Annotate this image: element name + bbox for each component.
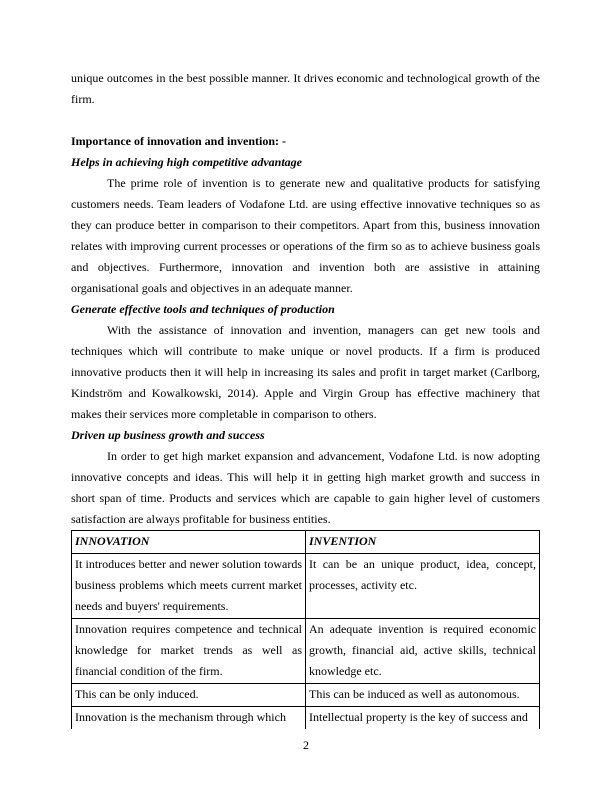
paragraph-tools-techniques: With the assistance of innovation and invention, managers can get new tools and techniques which will contribute to make unique or novel products. If a firm is produced innovative products then it will help in increasing its sales and profit in target market (Carlborg, Kindström and Kowalkowski, 2014). Apple and Virgin Group has effective machinery that makes their services more completable in comparison to others. bbox=[71, 323, 540, 421]
table-cell: Innovation requires competence and technical knowledge for market trends as well as financial condition of the firm. bbox=[72, 619, 306, 684]
table-row-continued bbox=[72, 707, 540, 730]
section-heading: Importance of innovation and invention: - bbox=[71, 134, 287, 148]
paragraph-competitive-advantage: The prime role of invention is to generate new and qualitative products for satisfying customers needs. Team leaders of Vodafone Ltd. are using effective innovative techniques so as they can produce better in comparison to their competitors. Apart from this, business innovation relates with improving current processes or operations of the firm so as to achieve business goals and objectives. Furthermore, innovation and invention both are assistive in attaining organisational goals and objectives in an adequate manner. bbox=[71, 176, 540, 295]
table-header-row bbox=[72, 531, 540, 554]
table-cell: This can be only induced. bbox=[72, 684, 306, 707]
table-row bbox=[72, 619, 540, 684]
lead-paragraph: unique outcomes in the best possible manner. It drives economic and technological growth of the firm. bbox=[71, 71, 540, 106]
subheading-tools-techniques: Generate effective tools and techniques of production bbox=[71, 302, 335, 316]
table-cell: An adequate invention is required economic growth, financial aid, active skills, technical knowledge etc. bbox=[306, 619, 540, 684]
table-header-invention: INVENTION bbox=[306, 531, 540, 554]
subheading-competitive-advantage: Helps in achieving high competitive advantage bbox=[71, 155, 302, 169]
table-row bbox=[72, 554, 540, 619]
table-cell: Intellectual property is the key of success and bbox=[306, 707, 540, 730]
subheading-business-growth: Driven up business growth and success bbox=[71, 428, 265, 442]
table-cell: It can be an unique product, idea, concept, processes, activity etc. bbox=[306, 554, 540, 619]
paragraph-business-growth: In order to get high market expansion and advancement, Vodafone Ltd. is now adopting innovative concepts and ideas. This will help it in getting high market growth and success in short span of time. Products and services which are capable to gain higher level of customers satisfaction are always profitable for business entities. bbox=[71, 449, 540, 526]
innovation-invention-table bbox=[71, 530, 540, 729]
page-number: 2 bbox=[303, 738, 309, 752]
table-cell: It introduces better and newer solution towards business problems which meets current market needs and buyers' requirements. bbox=[72, 554, 306, 619]
table-cell: This can be induced as well as autonomous. bbox=[306, 684, 540, 707]
table-row bbox=[72, 684, 540, 707]
table-cell: Innovation is the mechanism through which bbox=[72, 707, 306, 730]
table-header-innovation: INNOVATION bbox=[72, 531, 306, 554]
